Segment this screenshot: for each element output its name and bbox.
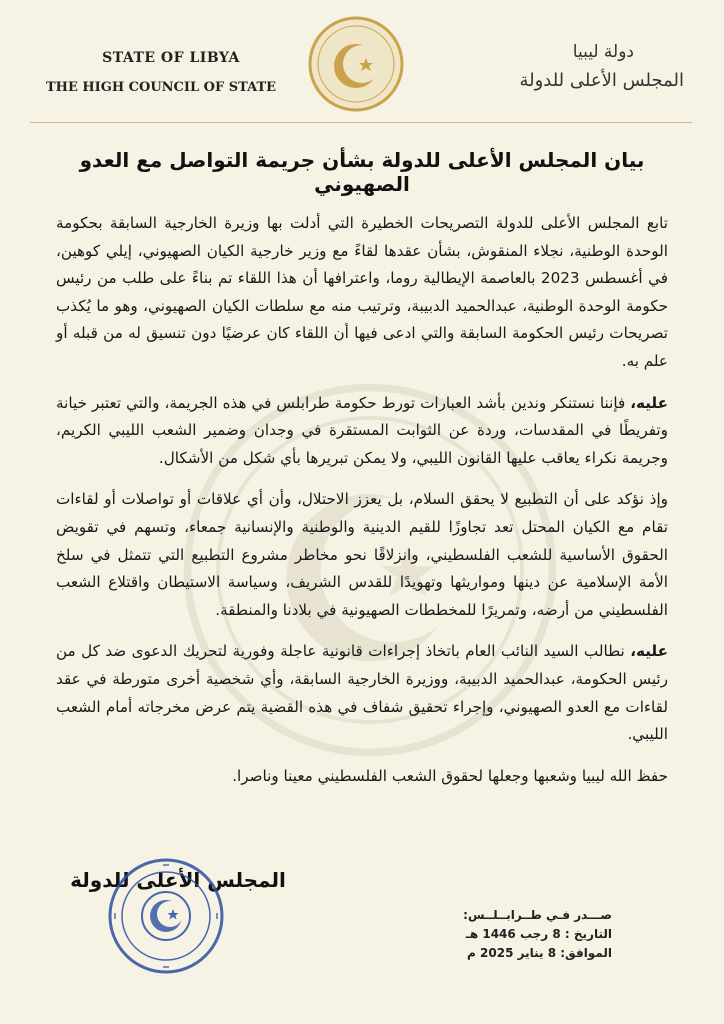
header-arabic bbox=[464, 42, 684, 91]
official-stamp-icon bbox=[106, 856, 226, 976]
paragraph-text: تابع المجلس الأعلى للدولة التصريحات الخطيرة التي أدلت بها وزيرة الخارجية السابقة بحكومة الوحدة الوطنية، نجلاء المنقوش، بشأن عقدها لقاءً مع وزير خارجية الكيان الصهيوني، إيلي كوهين، في أغسطس 2023 بالعاصمة الإيطالية روما، واعترافها أن هذا اللقاء تم بناءً على طلب من رئيس حكومة الوحدة الوطنية، عبدالحميد الدبيبة، وترتيب منه مع سلطات الكيان الصهيوني، وهو ما يُكذب تصريحات رئيس الحكومة السابقة والتي ادعى فيها أن اللقاء كان عرضيًا دون تنسيق له من قبله أو علم به. bbox=[56, 214, 668, 370]
state-name-en: STATE OF LIBYA bbox=[102, 50, 240, 66]
signature-council-name: المجلس الأعلى للدولة bbox=[70, 868, 286, 892]
paragraph-3 bbox=[56, 486, 668, 624]
paragraph-text: حفظ الله ليبيا وشعبها وجعلها لحقوق الشعب الفلسطيني معينا وناصرا. bbox=[232, 766, 668, 785]
paragraph-text: فإننا نستنكر وندين بأشد العبارات تورط حكومة طرابلس في هذه الجريمة، والتي تعتبر خيانة وتفريطًا في المقدسات، وردة عن الثوابت المستقرة في وجدان وضمير الشعب الليبي الكريم، وجريمة نكراء يعاقب عليها القانون الليبي، ولا يمكن تبريرها بأي شكل من الأشكال. bbox=[56, 393, 668, 467]
paragraph-2 bbox=[56, 390, 668, 473]
date-hijri: التاريخ : 8 رجب 1446 هـ bbox=[465, 927, 612, 941]
issued-place: صـــدر فـي طــرابــلــس: bbox=[463, 908, 612, 922]
crescent-star-emblem-icon bbox=[306, 14, 406, 114]
paragraph-4 bbox=[56, 638, 668, 748]
header-divider bbox=[30, 122, 692, 123]
statement-title: بيان المجلس الأعلى للدولة بشأن جريمة التواصل مع العدو الصهيوني bbox=[79, 148, 645, 196]
statement-body bbox=[56, 210, 668, 804]
council-name-en: THE HIGH COUNCIL OF STATE bbox=[46, 80, 277, 95]
state-name-ar: دولة ليبيا bbox=[572, 42, 634, 62]
issue-info bbox=[462, 906, 612, 963]
paragraph-lead: عليه، bbox=[630, 393, 668, 412]
paragraph-1 bbox=[56, 210, 668, 376]
paragraph-text: نطالب السيد النائب العام باتخاذ إجراءات قانونية عاجلة وفورية لتحريك الدعوى ضد كل من رئيس الحكومة، عبدالحميد الدبيبة، ووزيرة الخارجية السابقة، وأي شخصية أخرى متورطة في عقد لقاءات مع العدو الصهيوني، وإجراء تحقيق شفاف في هذه القضية يتم عرض مخرجاته أمام الشعب الليبي. bbox=[56, 642, 668, 744]
date-gregorian: الموافق: 8 يناير 2025 م bbox=[467, 946, 612, 960]
paragraph-5 bbox=[56, 763, 668, 791]
header-english bbox=[46, 50, 296, 95]
paragraph-lead: عليه، bbox=[630, 642, 668, 661]
council-name-ar: المجلس الأعلى للدولة bbox=[519, 70, 684, 91]
paragraph-text: وإذ نؤكد على أن التطبيع لا يحقق السلام، بل يعزز الاحتلال، وأن أي علاقات أو تواصلات أو لقاءات تقام مع الكيان المحتل تعد تجاوزًا للقيم الدينية والوطنية والإنسانية جمعاء، وتسهم في تقويض الحقوق الأساسية للشعب الفلسطيني، وانزلاقًا نحو مخاطر مشروع التطبيع التي تتمثل في سلخ الأمة الإسلامية عن دينها ومواريثها وتهويدًا للقدس الشريف، وسياسة الاستيطان واقتلاع الشعب الفلسطيني من أرضه، وتمريرًا للمخططات الصهيونية في بلادنا والمنطقة. bbox=[56, 490, 668, 619]
